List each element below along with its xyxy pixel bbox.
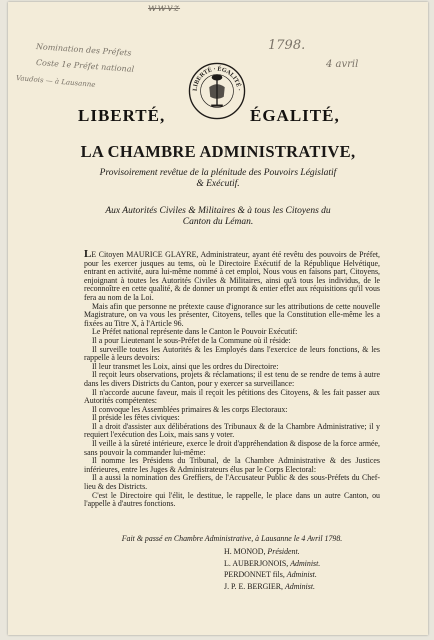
page-title: LA CHAMBRE ADMINISTRATIVE, xyxy=(80,142,356,161)
signature-2: L. AUBERJONOIS, Administ. xyxy=(224,558,321,568)
paragraph-5: Il surveille toutes les Autorités & les Employés dans l'exercice de leurs fonctions, & les rappelle à leurs devoirs: xyxy=(84,344,380,363)
subtitle xyxy=(18,168,418,190)
handwritten-note-left-1: Nomination des Préfets xyxy=(35,42,132,58)
paragraph-8: Il n'accorde aucune faveur, mais il reçoit les pétitions des Citoyens, & les fait passer aux Autorités compétentes: xyxy=(84,387,380,406)
paragraph-2: Mais afin que personne ne prétexte cause d'ignorance sur les attributions de cette nouvelle Magistrature, on va vous les présenter, Citoyens, telles que la Constitution elle-même les a fixées au Titre X, à l'Article 96. xyxy=(84,301,380,328)
dateline: Fait & passé en Chambre Administrative, à Lausanne le 4 Avril 1798. xyxy=(121,534,343,543)
address-line xyxy=(18,206,418,228)
address-line-1: Aux Autorités Civiles & Militaires & à tous les Citoyens du xyxy=(105,206,331,216)
paragraph-7: Il reçoit leurs observations, projets & réclamations; il est tenu de se rendre de tems à autre dans les divers Districts du Canton, pour y exercer sa surveillance: xyxy=(84,370,380,388)
signature-3: PERDONNET fils, Administ. xyxy=(224,570,317,579)
handwritten-note-top: wwvz xyxy=(148,3,181,14)
handwritten-note-left-3: Vaudois — à Lausanne xyxy=(15,74,96,89)
motto-egalite: ÉGALITÉ, xyxy=(250,106,340,125)
drop-cap: L xyxy=(84,248,92,260)
paragraph-4: Il a pour Lieutenant le sous-Préfet de la Commune où il réside: xyxy=(92,335,291,345)
handwritten-date: 4 avril xyxy=(326,59,359,70)
motto-liberte: LIBERTÉ, xyxy=(78,106,166,125)
paragraph-1: LE Citoyen MAURICE GLAYRE, Administrateur, ayant été revêtu des pouvoirs de Préfet, pour les exercer jusques au tems, où le Directoire Exécutif de la République Helvétique, entrant en activité, aura lui-même nommé à cet emploi, Nous vous en faisons part, Citoyens, enjoignant à toutes les Autorités Civiles & Militaires, ainsi qu'à tous les individus, de le reconnoître en cette qualité, & de donner un prompt & entier effet aux réquisitions qu'il vous fera au nom de la Loi. xyxy=(84,248,380,302)
signature-1: H. MONOD, Président. xyxy=(224,547,300,556)
paragraph-14: Il a aussi la nomination des Greffiers, de l'Accusateur Public & des sous-Préfets du Chef-lieu & des Districts. xyxy=(84,473,380,492)
paragraph-12: Il veille à la sûreté intérieure, exerce le droit d'appréhendation & dispose de la force armée, sans pouvoir la commander lui-même: xyxy=(84,439,380,457)
paragraph-3: Le Préfet national représente dans le Canton le Pouvoir Exécutif: xyxy=(92,327,298,337)
subtitle-line-1: Provisoirement revêtue de la plénitude des Pouvoirs Législatif xyxy=(99,168,337,178)
handwritten-note-left-2: Coste 1e Préfet national xyxy=(35,58,135,74)
subtitle-line-2: & Exécutif. xyxy=(196,179,240,189)
footer xyxy=(84,534,380,592)
signature-4: J. P. E. BERGIER, Administ. xyxy=(224,581,315,591)
handwritten-year: 1798. xyxy=(268,38,306,53)
paragraph-10: Il préside les fêtes civiques: xyxy=(92,413,180,423)
paragraph-13: Il nomme les Présidens du Tribunal, de la Chambre Administrative & des Justices inférieures, entre les Juges & Administrateurs élus par le Corps Electoral: xyxy=(84,456,380,474)
liberty-seal-icon xyxy=(188,62,246,120)
document-page xyxy=(8,2,428,635)
paragraph-11: Il a droit d'assister aux délibérations des Tribunaux & de la Chambre Administrative; il y requiert l'exécution des Loix, mais sans y voter. xyxy=(84,421,380,440)
seal-ring-text: LIBERTÉ · ÉGALITÉ · xyxy=(192,66,242,92)
proclamation-body xyxy=(84,250,380,509)
paragraph-6: Il leur transmet les Loix, ainsi que les ordres du Directoire: xyxy=(92,361,279,371)
paragraph-15: C'est le Directoire qui l'élit, le destitue, le rappelle, le place dans un autre Canton, ou l'appelle à d'autres fonctions. xyxy=(84,490,380,509)
address-line-2: Canton du Léman. xyxy=(182,217,254,227)
paragraph-9: Il convoque les Assemblées primaires & les corps Electoraux: xyxy=(92,404,288,414)
